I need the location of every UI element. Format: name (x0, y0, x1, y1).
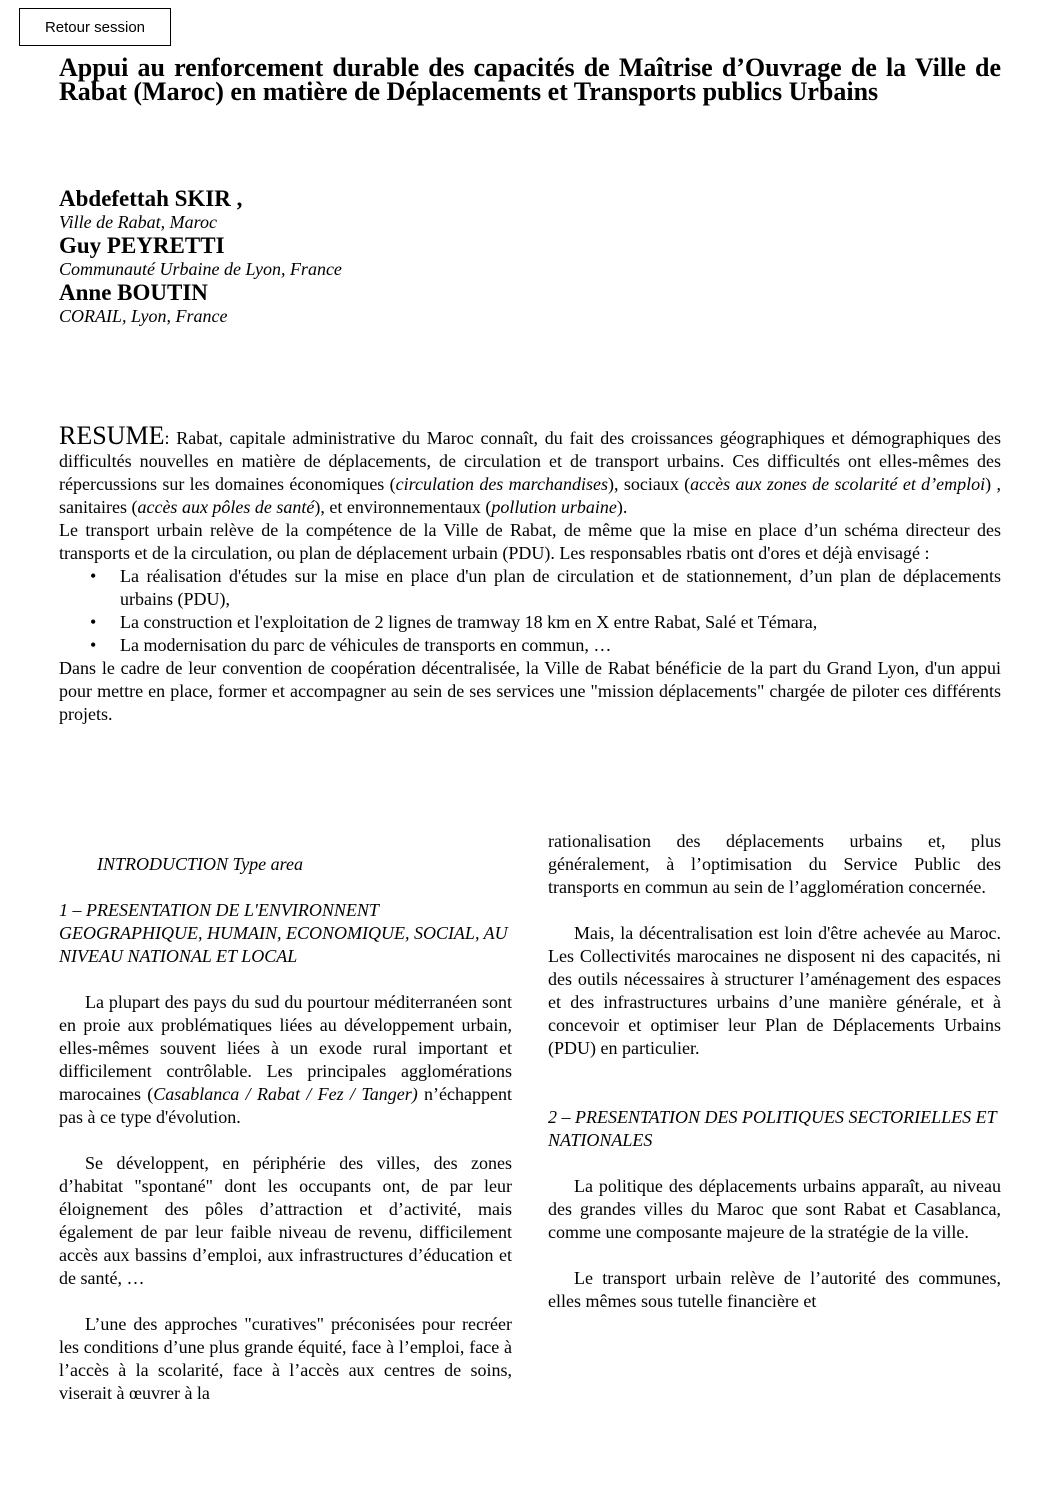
body-emphasis: Casablanca / Rabat / Fez / Tanger) (153, 1084, 418, 1104)
section-heading: 2 – PRESENTATION DES POLITIQUES SECTORIELLES ET NATIONALES (548, 1107, 997, 1150)
abstract-text: ), sociaux ( (608, 474, 691, 494)
body-paragraph: rationalisation des déplacements urbains et, plus généralement, à l’optimisation du Service Public des transports en commun au sein de l’agglomération concernée. (548, 831, 1001, 897)
author-affiliation: CORAIL, Lyon, France (59, 306, 228, 326)
abstract-label: RESUME (59, 421, 165, 450)
abstract-emphasis: pollution urbaine (491, 497, 617, 517)
body-paragraph: Le transport urbain relève de l’autorité des communes, elles mêmes sous tutelle financière et (548, 1268, 1001, 1311)
author-affiliation: Communauté Urbaine de Lyon, France (59, 259, 342, 279)
list-item: • La modernisation du parc de véhicules de transports en commun, … (120, 634, 1001, 657)
author-name: Abdefettah SKIR , (59, 186, 243, 211)
author-block (59, 187, 759, 234)
author-affiliation: Ville de Rabat, Maroc (59, 212, 217, 232)
abstract (59, 421, 1002, 726)
abstract-text: ). (616, 497, 628, 517)
body-paragraph (59, 991, 512, 1129)
abstract-emphasis: circulation des marchandises (395, 474, 608, 494)
body-paragraph: Se développent, en périphérie des villes, des zones d’habitat "spontané" dont les occupants ont, de par leur éloignement des pôles d’attraction et d’activité, mais également de par leur faible niveau de revenu, difficilement accès aux bassins d’emploi, aux infrastructures d’éducation et de santé, … (59, 1153, 512, 1288)
abstract-bullet-list (59, 565, 1001, 657)
body-paragraph: La politique des déplacements urbains apparaît, au niveau des grandes villes du Maroc que sont Rabat et Casablanca, comme une composante majeure de la stratégie de la ville. (548, 1176, 1001, 1242)
list-item: • La construction et l'exploitation de 2 lignes de tramway 18 km en X entre Rabat, Salé et Témara, (120, 611, 1001, 634)
author-list (59, 187, 759, 328)
author-name: Guy PEYRETTI (59, 233, 225, 258)
abstract-text: : Rabat, capitale administrative du Maroc connaît, du fait des croissances géographiques et démographiques des difficultés nouvelles en matière de déplacements, de circulation et de transport urbains. Ces difficultés ont elles-mêmes des répercussions sur les domaines économiques ( (59, 428, 1001, 494)
abstract-text: ), et environnementaux ( (314, 497, 492, 517)
author-block (59, 234, 759, 281)
abstract-text: ) , sanitaires ( (59, 474, 1002, 517)
paper-title: Appui au renforcement durable des capacités de Maîtrise d’Ouvrage de la Ville de Rabat (Maroc) en matière de Déplacements et Transports publics Urbains (59, 53, 1001, 106)
abstract-paragraph: Le transport urbain relève de la compétence de la Ville de Rabat, de même que la mise en place d’un schéma directeur des transports et de la circulation, ou plan de déplacement urbain (PDU). Les responsables rbatis ont d'ores et déjà envisagé : (59, 520, 1001, 563)
abstract-emphasis: accès aux zones de scolarité et d’emploi (690, 474, 986, 494)
abstract-paragraph (59, 421, 1002, 519)
body-paragraph: L’une des approches "curatives" préconisées pour recréer les conditions d’une plus grande équité, face à l’emploi, face à l’accès à la scolarité, face à l’accès aux centres de soins, viserait à œuvrer à la (59, 1314, 512, 1403)
body-paragraph: Mais, la décentralisation est loin d'être achevée au Maroc. Les Collectivités marocaines ne disposent ni des capacités, ni des outils nécessaires à structurer l’aménagement des espaces et des infrastructures urbains d’une manière générale, et à concevoir et optimiser leur Plan de Déplacements Urbains (PDU) en particulier. (548, 923, 1001, 1058)
author-block (59, 281, 759, 328)
abstract-paragraph: Dans le cadre de leur convention de coopération décentralisée, la Ville de Rabat bénéficie de la part du Grand Lyon, d'un appui pour mettre en place, former et accompagner au sein de ses services une "mission déplacements" chargée de piloter ces différents projets. (59, 658, 1001, 724)
author-name: Anne BOUTIN (59, 280, 208, 305)
left-column (59, 830, 512, 1405)
back-to-session-button[interactable]: Retour session (19, 8, 171, 46)
section-heading: 1 – PRESENTATION DE L'ENVIRONNENT GEOGRAPHIQUE, HUMAIN, ECONOMIQUE, SOCIAL, AU NIVEAU NATIONAL ET LOCAL (59, 900, 508, 966)
body-text: La plupart des pays du sud du pourtour méditerranéen sont en proie aux problématiques liées au développement urbain, elles-mêmes souvent liées à un exode rural important et difficilement contrôlable. Les principales agglomérations marocaines ( (59, 992, 512, 1104)
section-intro-label: INTRODUCTION Type area (97, 854, 303, 874)
body-text: n’échappent pas à ce type d'évolution. (59, 1084, 512, 1127)
list-item: • La réalisation d'études sur la mise en place d'un plan de circulation et de stationnement, d’un plan de déplacements urbains (PDU), (120, 565, 1001, 611)
abstract-emphasis: accès aux pôles de santé (137, 497, 315, 517)
right-column (548, 830, 1001, 1313)
